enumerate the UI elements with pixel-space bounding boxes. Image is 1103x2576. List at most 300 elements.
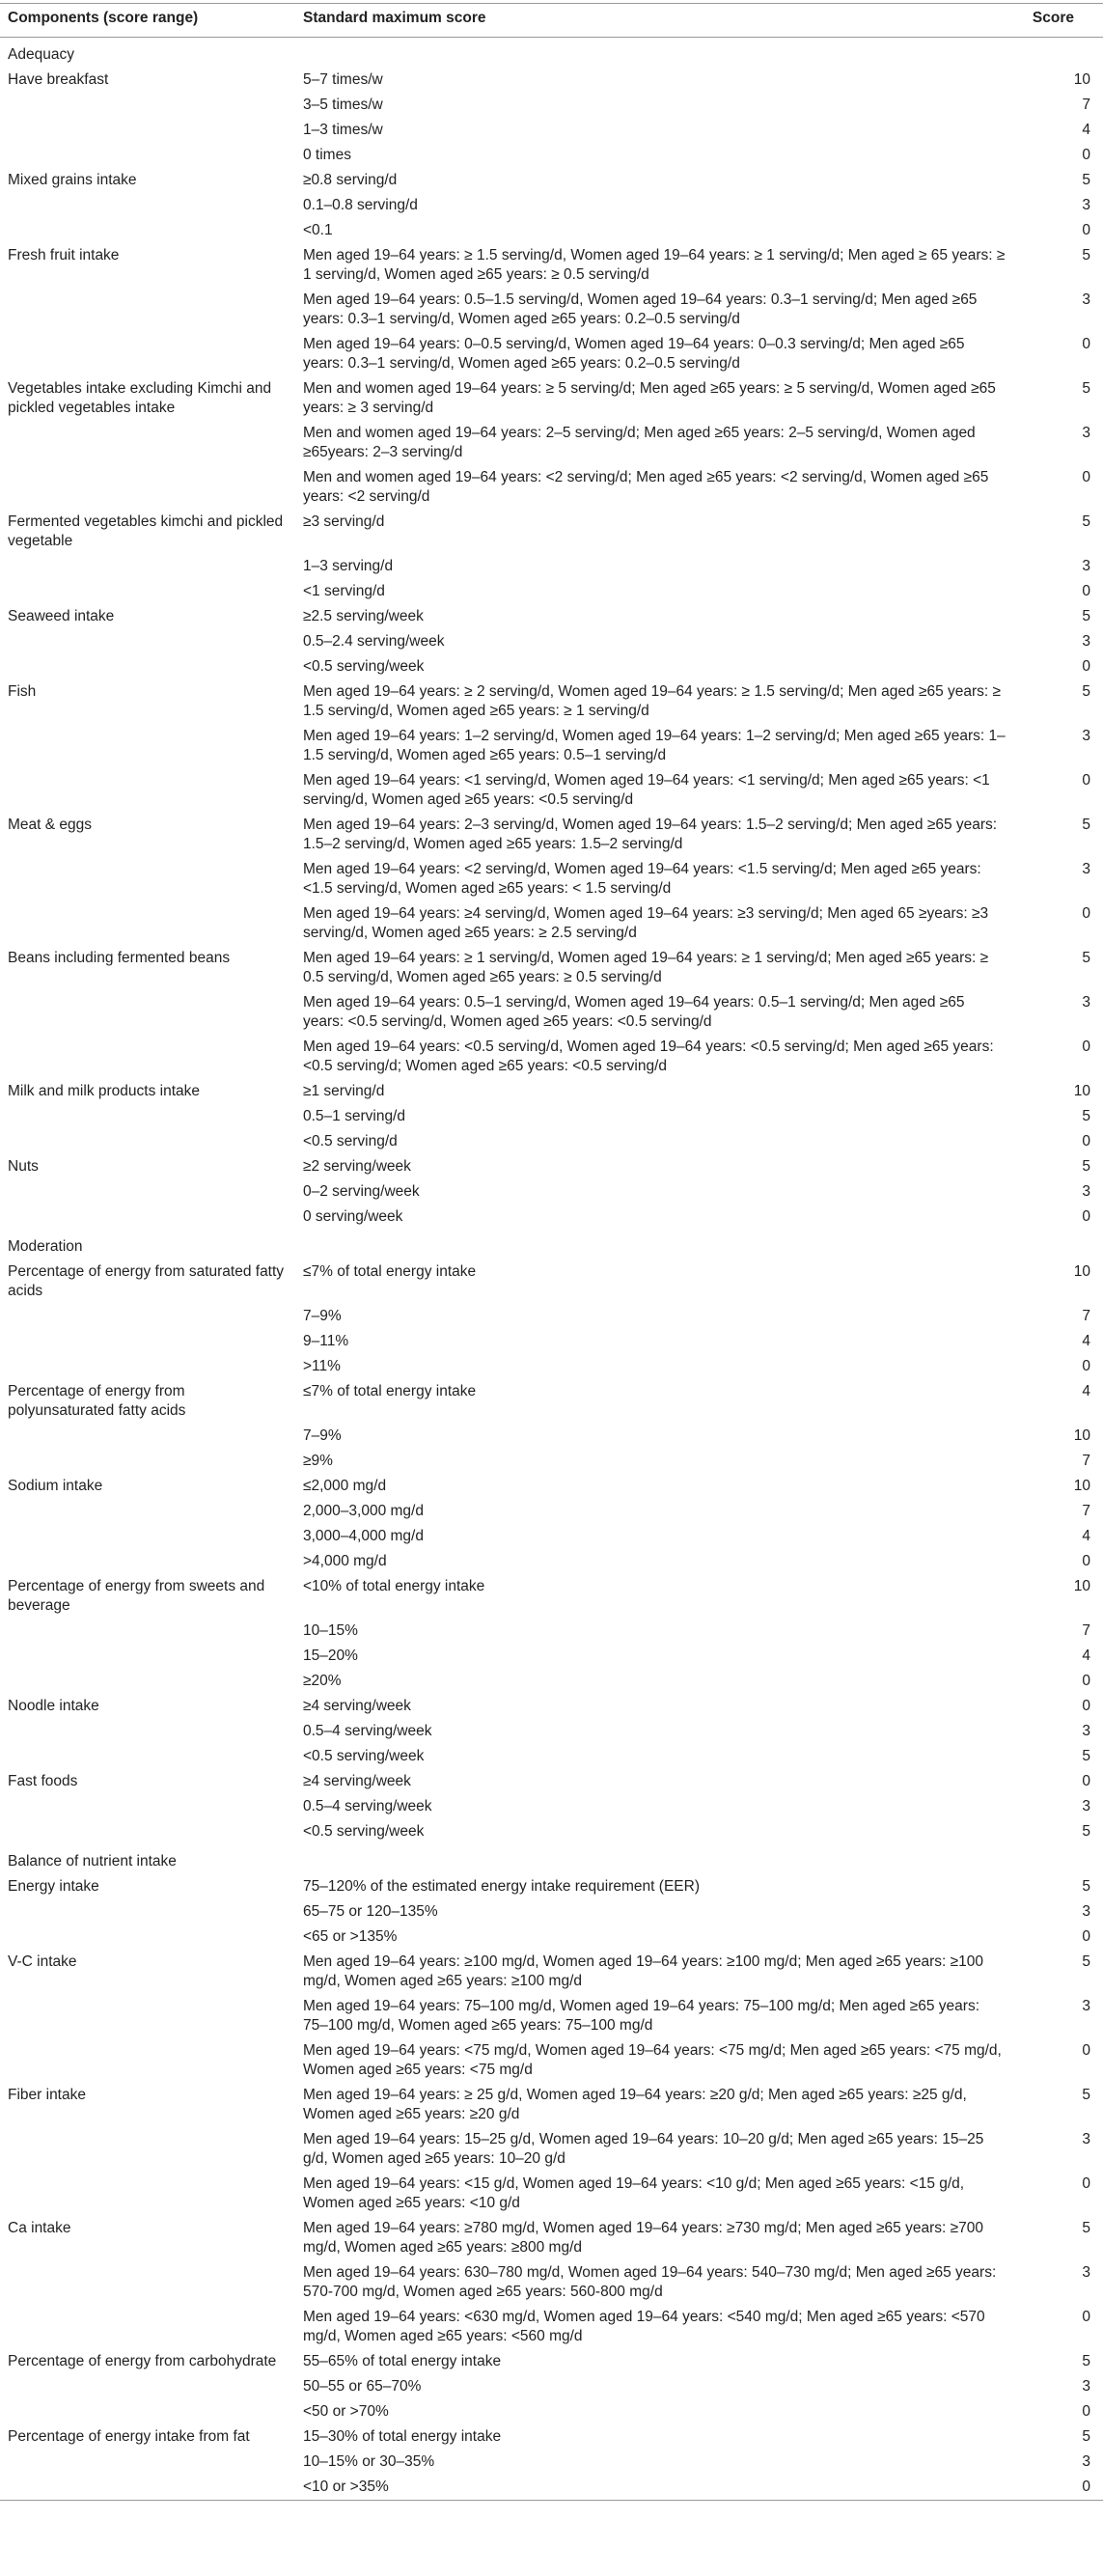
table-row	[0, 1304, 1103, 1329]
score-cell: 7	[1082, 1453, 1090, 1469]
criteria-cell: <0.1	[303, 222, 333, 238]
table-row	[0, 118, 1103, 143]
score-cell: 5	[1082, 2220, 1090, 2236]
table-row	[0, 2374, 1103, 2399]
criteria-cell: Men aged 19–64 years: 0–0.5 serving/d, Women aged 19–64 years: 0–0.3 serving/d; Men aged ≥65 years: 0.3–1 serving/d, Women aged ≥65 years: 0.2–0.5 serving/d	[303, 336, 965, 372]
table-row	[0, 2216, 1103, 2260]
table-row	[0, 2349, 1103, 2374]
criteria-cell: 7–9%	[303, 1308, 342, 1324]
component-cell: Ca intake	[8, 2220, 71, 2236]
score-cell: 4	[1082, 1333, 1090, 1349]
criteria-cell: ≥4 serving/week	[303, 1773, 411, 1789]
score-cell: 0	[1082, 147, 1090, 163]
component-cell: Fresh fruit intake	[8, 247, 120, 263]
table-row	[0, 1424, 1103, 1449]
score-cell: 3	[1082, 2378, 1090, 2395]
table-row	[0, 1524, 1103, 1549]
score-cell: 10	[1073, 1427, 1090, 1444]
table-row	[0, 1154, 1103, 1179]
criteria-cell: 65–75 or 120–135%	[303, 1903, 438, 1920]
criteria-cell: <0.5 serving/d	[303, 1133, 398, 1150]
table-row	[0, 1035, 1103, 1079]
component-cell: Have breakfast	[8, 71, 109, 88]
score-cell: 3	[1082, 2131, 1090, 2147]
component-cell	[0, 2399, 295, 2424]
table-row	[0, 465, 1103, 510]
score-cell: 3	[1082, 728, 1090, 744]
table-row	[0, 168, 1103, 193]
score-cell: 3	[1082, 425, 1090, 441]
criteria-cell: 15–20%	[303, 1648, 358, 1664]
table-row	[0, 1719, 1103, 1744]
criteria-cell: ≥0.8 serving/d	[303, 172, 398, 188]
criteria-cell: 15–30% of total energy intake	[303, 2428, 502, 2445]
score-cell: 5	[1082, 817, 1090, 833]
criteria-cell: >4,000 mg/d	[303, 1553, 387, 1569]
criteria-cell: Men aged 19–64 years: ≥ 2 serving/d, Women aged 19–64 years: ≥ 1.5 serving/d; Men aged ≥65 years: ≥ 1.5 serving/d, Women aged ≥65 years: ≥ 1 serving/d	[303, 683, 1002, 719]
table-row	[0, 1260, 1103, 1304]
criteria-cell: 7–9%	[303, 1427, 342, 1444]
table-row	[0, 2038, 1103, 2083]
criteria-cell: Men aged 19–64 years: 1–2 serving/d, Women aged 19–64 years: 1–2 serving/d; Men aged ≥65 years: 1–1.5 serving/d, Women aged ≥65 years: 0.5–1 serving/d	[303, 728, 1006, 763]
criteria-cell: ≥4 serving/week	[303, 1698, 411, 1714]
score-cell: 0	[1082, 1698, 1090, 1714]
score-cell: 4	[1082, 1648, 1090, 1664]
table-header	[0, 4, 1103, 38]
component-cell	[0, 1205, 295, 1230]
score-cell: 5	[1082, 950, 1090, 966]
table-row	[0, 629, 1103, 654]
component-cell	[0, 1524, 295, 1549]
table-row	[0, 2127, 1103, 2172]
table-row	[0, 1354, 1103, 1379]
criteria-cell: 0 times	[303, 147, 351, 163]
component-cell: Energy intake	[8, 1878, 99, 1895]
score-cell: 10	[1073, 1083, 1090, 1099]
component-cell: Milk and milk products intake	[8, 1083, 200, 1099]
score-cell: 0	[1014, 2475, 1103, 2501]
component-cell	[0, 1424, 295, 1449]
score-cell: 0	[1082, 1673, 1090, 1689]
component-cell: Fast foods	[8, 1773, 78, 1789]
component-cell	[0, 1104, 295, 1129]
table-row	[0, 68, 1103, 93]
criteria-cell: Men aged 19–64 years: 15–25 g/d, Women aged 19–64 years: 10–20 g/d; Men aged ≥65 years: 15–25 g/d, Women aged ≥65 years: 10–20 g/d	[303, 2131, 984, 2167]
component-cell	[0, 1899, 295, 1925]
table-row	[0, 813, 1103, 857]
score-cell: 3	[1082, 197, 1090, 213]
score-cell: 3	[1082, 1183, 1090, 1200]
table-row	[0, 857, 1103, 901]
criteria-cell: 2,000–3,000 mg/d	[303, 1503, 424, 1519]
component-cell: Percentage of energy from polyunsaturated fatty acids	[8, 1383, 186, 1419]
criteria-cell: ≥3 serving/d	[303, 513, 385, 530]
table-row	[0, 679, 1103, 724]
component-cell	[0, 554, 295, 579]
component-cell	[0, 1329, 295, 1354]
component-cell: Meat & eggs	[8, 817, 93, 833]
component-cell	[0, 1819, 295, 1844]
component-cell	[0, 2305, 295, 2349]
score-cell: 5	[1082, 2428, 1090, 2445]
criteria-cell: 0.5–2.4 serving/week	[303, 633, 445, 650]
criteria-cell: Men aged 19–64 years: 630–780 mg/d, Women aged 19–64 years: 540–730 mg/d; Men aged ≥65 years: 570-700 mg/d, Women aged ≥65 years: 560-800 mg/d	[303, 2264, 997, 2300]
component-cell	[0, 990, 295, 1035]
component-cell	[0, 1035, 295, 1079]
table-row	[0, 1819, 1103, 1844]
score-cell: 5	[1082, 1108, 1090, 1124]
table-row	[0, 1205, 1103, 1230]
score-cell: 0	[1082, 2403, 1090, 2420]
component-cell	[0, 579, 295, 604]
score-cell: 5	[1082, 1953, 1090, 1970]
score-cell: 3	[1082, 1798, 1090, 1814]
component-cell: V-C intake	[8, 1953, 77, 1970]
score-cell: 4	[1082, 1528, 1090, 1544]
component-cell	[0, 1304, 295, 1329]
criteria-cell: 10–15% or 30–35%	[303, 2453, 435, 2470]
criteria-cell: 9–11%	[303, 1333, 349, 1349]
component-cell	[0, 93, 295, 118]
criteria-cell: Men aged 19–64 years: ≥ 25 g/d, Women aged 19–64 years: ≥20 g/d; Men aged ≥65 years: ≥25 g/d, Women aged ≥65 years: ≥20 g/d	[303, 2087, 967, 2122]
criteria-cell: <0.5 serving/week	[303, 1748, 425, 1764]
component-cell	[0, 143, 295, 168]
section-row	[0, 1230, 1103, 1260]
criteria-cell: Men and women aged 19–64 years: ≥ 5 serving/d; Men aged ≥65 years: ≥ 5 serving/d, Women aged ≥65 years: ≥ 3 serving/d	[303, 380, 996, 416]
component-cell	[0, 1994, 295, 2038]
score-cell: 7	[1082, 1308, 1090, 1324]
score-cell: 5	[1082, 1748, 1090, 1764]
header-components: Components (score range)	[0, 4, 295, 38]
component-cell	[0, 1549, 295, 1574]
criteria-cell: Men aged 19–64 years: 2–3 serving/d, Women aged 19–64 years: 1.5–2 serving/d; Men aged ≥65 years: 1.5–2 serving/d, Women aged ≥65 years: 1.5–2 serving/d	[303, 817, 998, 852]
score-cell: 10	[1073, 1478, 1090, 1494]
criteria-cell: ≥2 serving/week	[303, 1158, 411, 1175]
score-cell: 0	[1082, 1358, 1090, 1374]
score-cell: 0	[1082, 905, 1090, 922]
table-row	[0, 2083, 1103, 2127]
criteria-cell: 1–3 serving/d	[303, 558, 394, 574]
table-row	[0, 1769, 1103, 1794]
criteria-cell: ≥2.5 serving/week	[303, 608, 424, 624]
header-standard: Standard maximum score	[295, 4, 1014, 38]
table-row	[0, 2172, 1103, 2216]
table-row	[0, 376, 1103, 421]
criteria-cell: 0 serving/week	[303, 1208, 403, 1225]
component-cell: Percentage of energy from carbohydrate	[8, 2353, 277, 2369]
section-title: Balance of nutrient intake	[8, 1853, 177, 1870]
criteria-cell: Men and women aged 19–64 years: 2–5 serving/d; Men aged ≥65 years: 2–5 serving/d, Women aged ≥65years: 2–3 serving/d	[303, 425, 976, 460]
criteria-cell: Men and women aged 19–64 years: <2 serving/d; Men aged ≥65 years: <2 serving/d, Women aged ≥65 years: <2 serving/d	[303, 469, 989, 505]
criteria-cell: 5–7 times/w	[303, 71, 383, 88]
criteria-cell: Men aged 19–64 years: <2 serving/d, Women aged 19–64 years: <1.5 serving/d; Men aged ≥65 years: <1.5 serving/d, Women aged ≥65 years: < 1.5 serving/d	[303, 861, 981, 897]
header-row	[0, 4, 1103, 38]
criteria-cell: Men aged 19–64 years: ≥ 1 serving/d, Women aged 19–64 years: ≥ 1 serving/d; Men aged ≥65 years: ≥ 0.5 serving/d, Women aged ≥65 years: ≥ 0.5 serving/d	[303, 950, 989, 985]
table-row	[0, 2424, 1103, 2450]
criteria-cell: Men aged 19–64 years: 0.5–1.5 serving/d, Women aged 19–64 years: 0.3–1 serving/d; Men aged ≥65 years: 0.3–1 serving/d, Women aged ≥65 years: 0.2–0.5 serving/d	[303, 291, 978, 327]
table-row	[0, 193, 1103, 218]
score-cell: 0	[1082, 469, 1090, 485]
criteria-cell: Men aged 19–64 years: ≥4 serving/d, Women aged 19–64 years: ≥3 serving/d; Men aged 65 ≥years: ≥3 serving/d, Women aged ≥65 years: ≥ 2.5 serving/d	[303, 905, 989, 941]
criteria-cell: 50–55 or 65–70%	[303, 2378, 422, 2395]
criteria-cell: ≤2,000 mg/d	[303, 1478, 387, 1494]
score-cell: 10	[1073, 1263, 1090, 1280]
component-cell: Fermented vegetables kimchi and pickled vegetable	[8, 513, 284, 549]
table-row	[0, 2475, 1103, 2501]
criteria-cell: 0.5–4 serving/week	[303, 1798, 432, 1814]
score-cell: 10	[1073, 1578, 1090, 1594]
criteria-cell: 0.1–0.8 serving/d	[303, 197, 418, 213]
score-cell: 5	[1082, 1823, 1090, 1840]
table-row	[0, 1994, 1103, 2038]
table-row	[0, 2399, 1103, 2424]
dietary-score-table	[0, 3, 1103, 2501]
criteria-cell: <0.5 serving/week	[303, 658, 425, 675]
score-cell: 10	[1073, 71, 1090, 88]
score-cell: 0	[1082, 1039, 1090, 1055]
score-cell: 0	[1082, 2042, 1090, 2059]
criteria-cell: Men aged 19–64 years: <0.5 serving/d, Women aged 19–64 years: <0.5 serving/d; Men aged ≥65 years: <0.5 serving/d; Women aged ≥65 years: <0.5 serving/d	[303, 1039, 994, 1074]
component-cell	[0, 1354, 295, 1379]
table-row	[0, 1329, 1103, 1354]
criteria-cell: 75–120% of the estimated energy intake requirement (EER)	[303, 1878, 700, 1895]
component-cell	[0, 724, 295, 768]
component-cell: Percentage of energy from saturated fatty acids	[8, 1263, 285, 1299]
score-cell: 3	[1082, 633, 1090, 650]
component-cell: Percentage of energy intake from fat	[8, 2428, 250, 2445]
table-row	[0, 93, 1103, 118]
component-cell	[0, 1719, 295, 1744]
table-body	[0, 38, 1103, 2501]
table-row	[0, 1499, 1103, 1524]
criteria-cell: 3–5 times/w	[303, 97, 383, 113]
score-cell: 3	[1082, 2453, 1090, 2470]
component-cell	[0, 1449, 295, 1474]
score-cell: 5	[1082, 1878, 1090, 1895]
score-cell: 5	[1082, 2353, 1090, 2369]
criteria-cell: ≤7% of total energy intake	[303, 1383, 477, 1399]
criteria-cell: <50 or >70%	[303, 2403, 389, 2420]
score-cell: 7	[1082, 1503, 1090, 1519]
criteria-cell: 55–65% of total energy intake	[303, 2353, 502, 2369]
component-cell	[0, 1179, 295, 1205]
table-row	[0, 554, 1103, 579]
table-row	[0, 990, 1103, 1035]
component-cell: Sodium intake	[8, 1478, 103, 1494]
criteria-cell: <10 or >35%	[295, 2475, 1014, 2501]
component-cell: Percentage of energy from sweets and beverage	[8, 1578, 265, 1614]
score-cell: 5	[1082, 1158, 1090, 1175]
table-row	[0, 288, 1103, 332]
table-row	[0, 2260, 1103, 2305]
section-row	[0, 1844, 1103, 1874]
score-cell: 3	[1082, 2264, 1090, 2281]
component-cell	[0, 218, 295, 243]
score-cell: 0	[1082, 222, 1090, 238]
component-cell: Vegetables intake excluding Kimchi and pickled vegetables intake	[8, 380, 272, 416]
score-cell: 5	[1082, 380, 1090, 397]
score-cell: 3	[1082, 861, 1090, 877]
component-cell: Beans including fermented beans	[8, 950, 231, 966]
table-row	[0, 1644, 1103, 1669]
score-cell: 5	[1082, 683, 1090, 700]
score-cell: 3	[1082, 1998, 1090, 2014]
component-cell	[0, 1499, 295, 1524]
table-row	[0, 1950, 1103, 1994]
score-cell: 7	[1082, 1622, 1090, 1639]
table-row	[0, 1694, 1103, 1719]
table-row	[0, 654, 1103, 679]
component-cell	[0, 2127, 295, 2172]
table-row	[0, 1619, 1103, 1644]
criteria-cell: ≥20%	[303, 1673, 342, 1689]
score-cell: 3	[1082, 558, 1090, 574]
component-cell	[0, 901, 295, 946]
component-cell: Fiber intake	[8, 2087, 86, 2103]
criteria-cell: Men aged 19–64 years: <75 mg/d, Women aged 19–64 years: <75 mg/d; Men aged ≥65 years: <75 mg/d, Women aged ≥65 years: <75 mg/d	[303, 2042, 1002, 2078]
table-row	[0, 579, 1103, 604]
table-row	[0, 218, 1103, 243]
table-row	[0, 1179, 1103, 1205]
component-cell: Seaweed intake	[8, 608, 115, 624]
component-cell	[0, 332, 295, 376]
score-cell: 0	[1082, 583, 1090, 599]
component-cell	[0, 193, 295, 218]
criteria-cell: 0–2 serving/week	[303, 1183, 420, 1200]
component-cell	[0, 857, 295, 901]
component-cell	[0, 2475, 295, 2501]
score-cell: 0	[1082, 1208, 1090, 1225]
criteria-cell: ≥1 serving/d	[303, 1083, 385, 1099]
score-cell: 4	[1082, 122, 1090, 138]
score-cell: 3	[1082, 291, 1090, 308]
table-row	[0, 2305, 1103, 2349]
component-cell	[0, 768, 295, 813]
score-cell: 0	[1082, 772, 1090, 789]
criteria-cell: 3,000–4,000 mg/d	[303, 1528, 424, 1544]
criteria-cell: Men aged 19–64 years: ≥100 mg/d, Women aged 19–64 years: ≥100 mg/d; Men aged ≥65 years: ≥100 mg/d, Women aged ≥65 years: ≥100 mg/d	[303, 1953, 983, 1989]
component-cell	[0, 118, 295, 143]
section-title: Adequacy	[8, 46, 74, 63]
component-cell	[0, 1925, 295, 1950]
component-cell	[0, 1744, 295, 1769]
score-cell: 3	[1082, 994, 1090, 1011]
score-cell: 0	[1082, 1928, 1090, 1945]
table-row	[0, 901, 1103, 946]
criteria-cell: Men aged 19–64 years: <15 g/d, Women aged 19–64 years: <10 g/d; Men aged ≥65 years: <15 g/d, Women aged ≥65 years: <10 g/d	[303, 2175, 965, 2211]
score-cell: 7	[1082, 97, 1090, 113]
table-row	[0, 421, 1103, 465]
table-row	[0, 510, 1103, 554]
score-cell: 0	[1082, 336, 1090, 352]
table-row	[0, 243, 1103, 288]
score-cell: 0	[1082, 1553, 1090, 1569]
table-row	[0, 1925, 1103, 1950]
component-cell	[0, 2260, 295, 2305]
component-cell	[0, 2172, 295, 2216]
component-cell: Fish	[8, 683, 37, 700]
criteria-cell: Men aged 19–64 years: ≥780 mg/d, Women aged 19–64 years: ≥730 mg/d; Men aged ≥65 years: ≥700 mg/d, Women aged ≥65 years: ≥800 mg/d	[303, 2220, 983, 2256]
score-cell: 3	[1082, 1723, 1090, 1739]
score-cell: 5	[1082, 513, 1090, 530]
table-row	[0, 1129, 1103, 1154]
table-row	[0, 724, 1103, 768]
score-cell: 5	[1082, 2087, 1090, 2103]
criteria-cell: 1–3 times/w	[303, 122, 383, 138]
score-cell: 5	[1082, 247, 1090, 263]
table-row	[0, 143, 1103, 168]
table-row	[0, 1874, 1103, 1899]
section-title: Moderation	[8, 1238, 83, 1255]
criteria-cell: Men aged 19–64 years: ≥ 1.5 serving/d, Women aged 19–64 years: ≥ 1 serving/d; Men aged ≥ 65 years: ≥ 1 serving/d, Women aged ≥65 years: ≥ 0.5 serving/d	[303, 247, 1006, 283]
table-row	[0, 1549, 1103, 1574]
criteria-cell: <10% of total energy intake	[303, 1578, 485, 1594]
component-cell	[0, 1619, 295, 1644]
table-row	[0, 604, 1103, 629]
criteria-cell: Men aged 19–64 years: 75–100 mg/d, Women aged 19–64 years: 75–100 mg/d; Men aged ≥65 years: 75–100 mg/d, Women aged ≥65 years: 75–100 mg/d	[303, 1998, 980, 2034]
criteria-cell: 0.5–1 serving/d	[303, 1108, 405, 1124]
score-cell: 5	[1082, 172, 1090, 188]
table-row	[0, 768, 1103, 813]
component-cell	[0, 1129, 295, 1154]
score-cell: 0	[1082, 1773, 1090, 1789]
table-row	[0, 1574, 1103, 1619]
score-cell: 4	[1082, 1383, 1090, 1399]
criteria-cell: <1 serving/d	[303, 583, 385, 599]
score-cell: 0	[1082, 2309, 1090, 2325]
criteria-cell: 0.5–4 serving/week	[303, 1723, 432, 1739]
table-row	[0, 1449, 1103, 1474]
score-cell: 0	[1082, 1133, 1090, 1150]
table-row	[0, 946, 1103, 990]
score-cell: 3	[1082, 1903, 1090, 1920]
component-cell	[0, 2450, 295, 2475]
component-cell	[0, 1794, 295, 1819]
table-row	[0, 332, 1103, 376]
table-row	[0, 1899, 1103, 1925]
component-cell: Mixed grains intake	[8, 172, 137, 188]
criteria-cell: Men aged 19–64 years: <630 mg/d, Women aged 19–64 years: <540 mg/d; Men aged ≥65 years: <570 mg/d, Women aged ≥65 years: <560 mg/d	[303, 2309, 985, 2344]
table-row	[0, 1379, 1103, 1424]
criteria-cell: ≤7% of total energy intake	[303, 1263, 477, 1280]
table-row	[0, 1744, 1103, 1769]
criteria-cell: <0.5 serving/week	[303, 1823, 425, 1840]
component-cell	[0, 1644, 295, 1669]
component-cell	[0, 2374, 295, 2399]
component-cell	[0, 654, 295, 679]
table-row	[0, 1079, 1103, 1104]
criteria-cell: Men aged 19–64 years: 0.5–1 serving/d, Women aged 19–64 years: 0.5–1 serving/d; Men aged ≥65 years: <0.5 serving/d, Women aged ≥65 years: <0.5 serving/d	[303, 994, 965, 1030]
component-cell	[0, 421, 295, 465]
section-row	[0, 38, 1103, 69]
component-cell	[0, 629, 295, 654]
table-row	[0, 1669, 1103, 1694]
criteria-cell: Men aged 19–64 years: <1 serving/d, Women aged 19–64 years: <1 serving/d; Men aged ≥65 years: <1 serving/d, Women aged ≥65 years: <0.5 serving/d	[303, 772, 990, 808]
table-row	[0, 1794, 1103, 1819]
criteria-cell: 10–15%	[303, 1622, 358, 1639]
criteria-cell: <65 or >135%	[303, 1928, 398, 1945]
component-cell: Nuts	[8, 1158, 39, 1175]
table-row	[0, 1104, 1103, 1129]
score-cell: 0	[1082, 2175, 1090, 2192]
component-cell	[0, 465, 295, 510]
component-cell	[0, 288, 295, 332]
score-cell: 5	[1082, 608, 1090, 624]
table-row	[0, 2450, 1103, 2475]
component-cell	[0, 1669, 295, 1694]
table-row	[0, 1474, 1103, 1499]
criteria-cell: ≥9%	[303, 1453, 333, 1469]
